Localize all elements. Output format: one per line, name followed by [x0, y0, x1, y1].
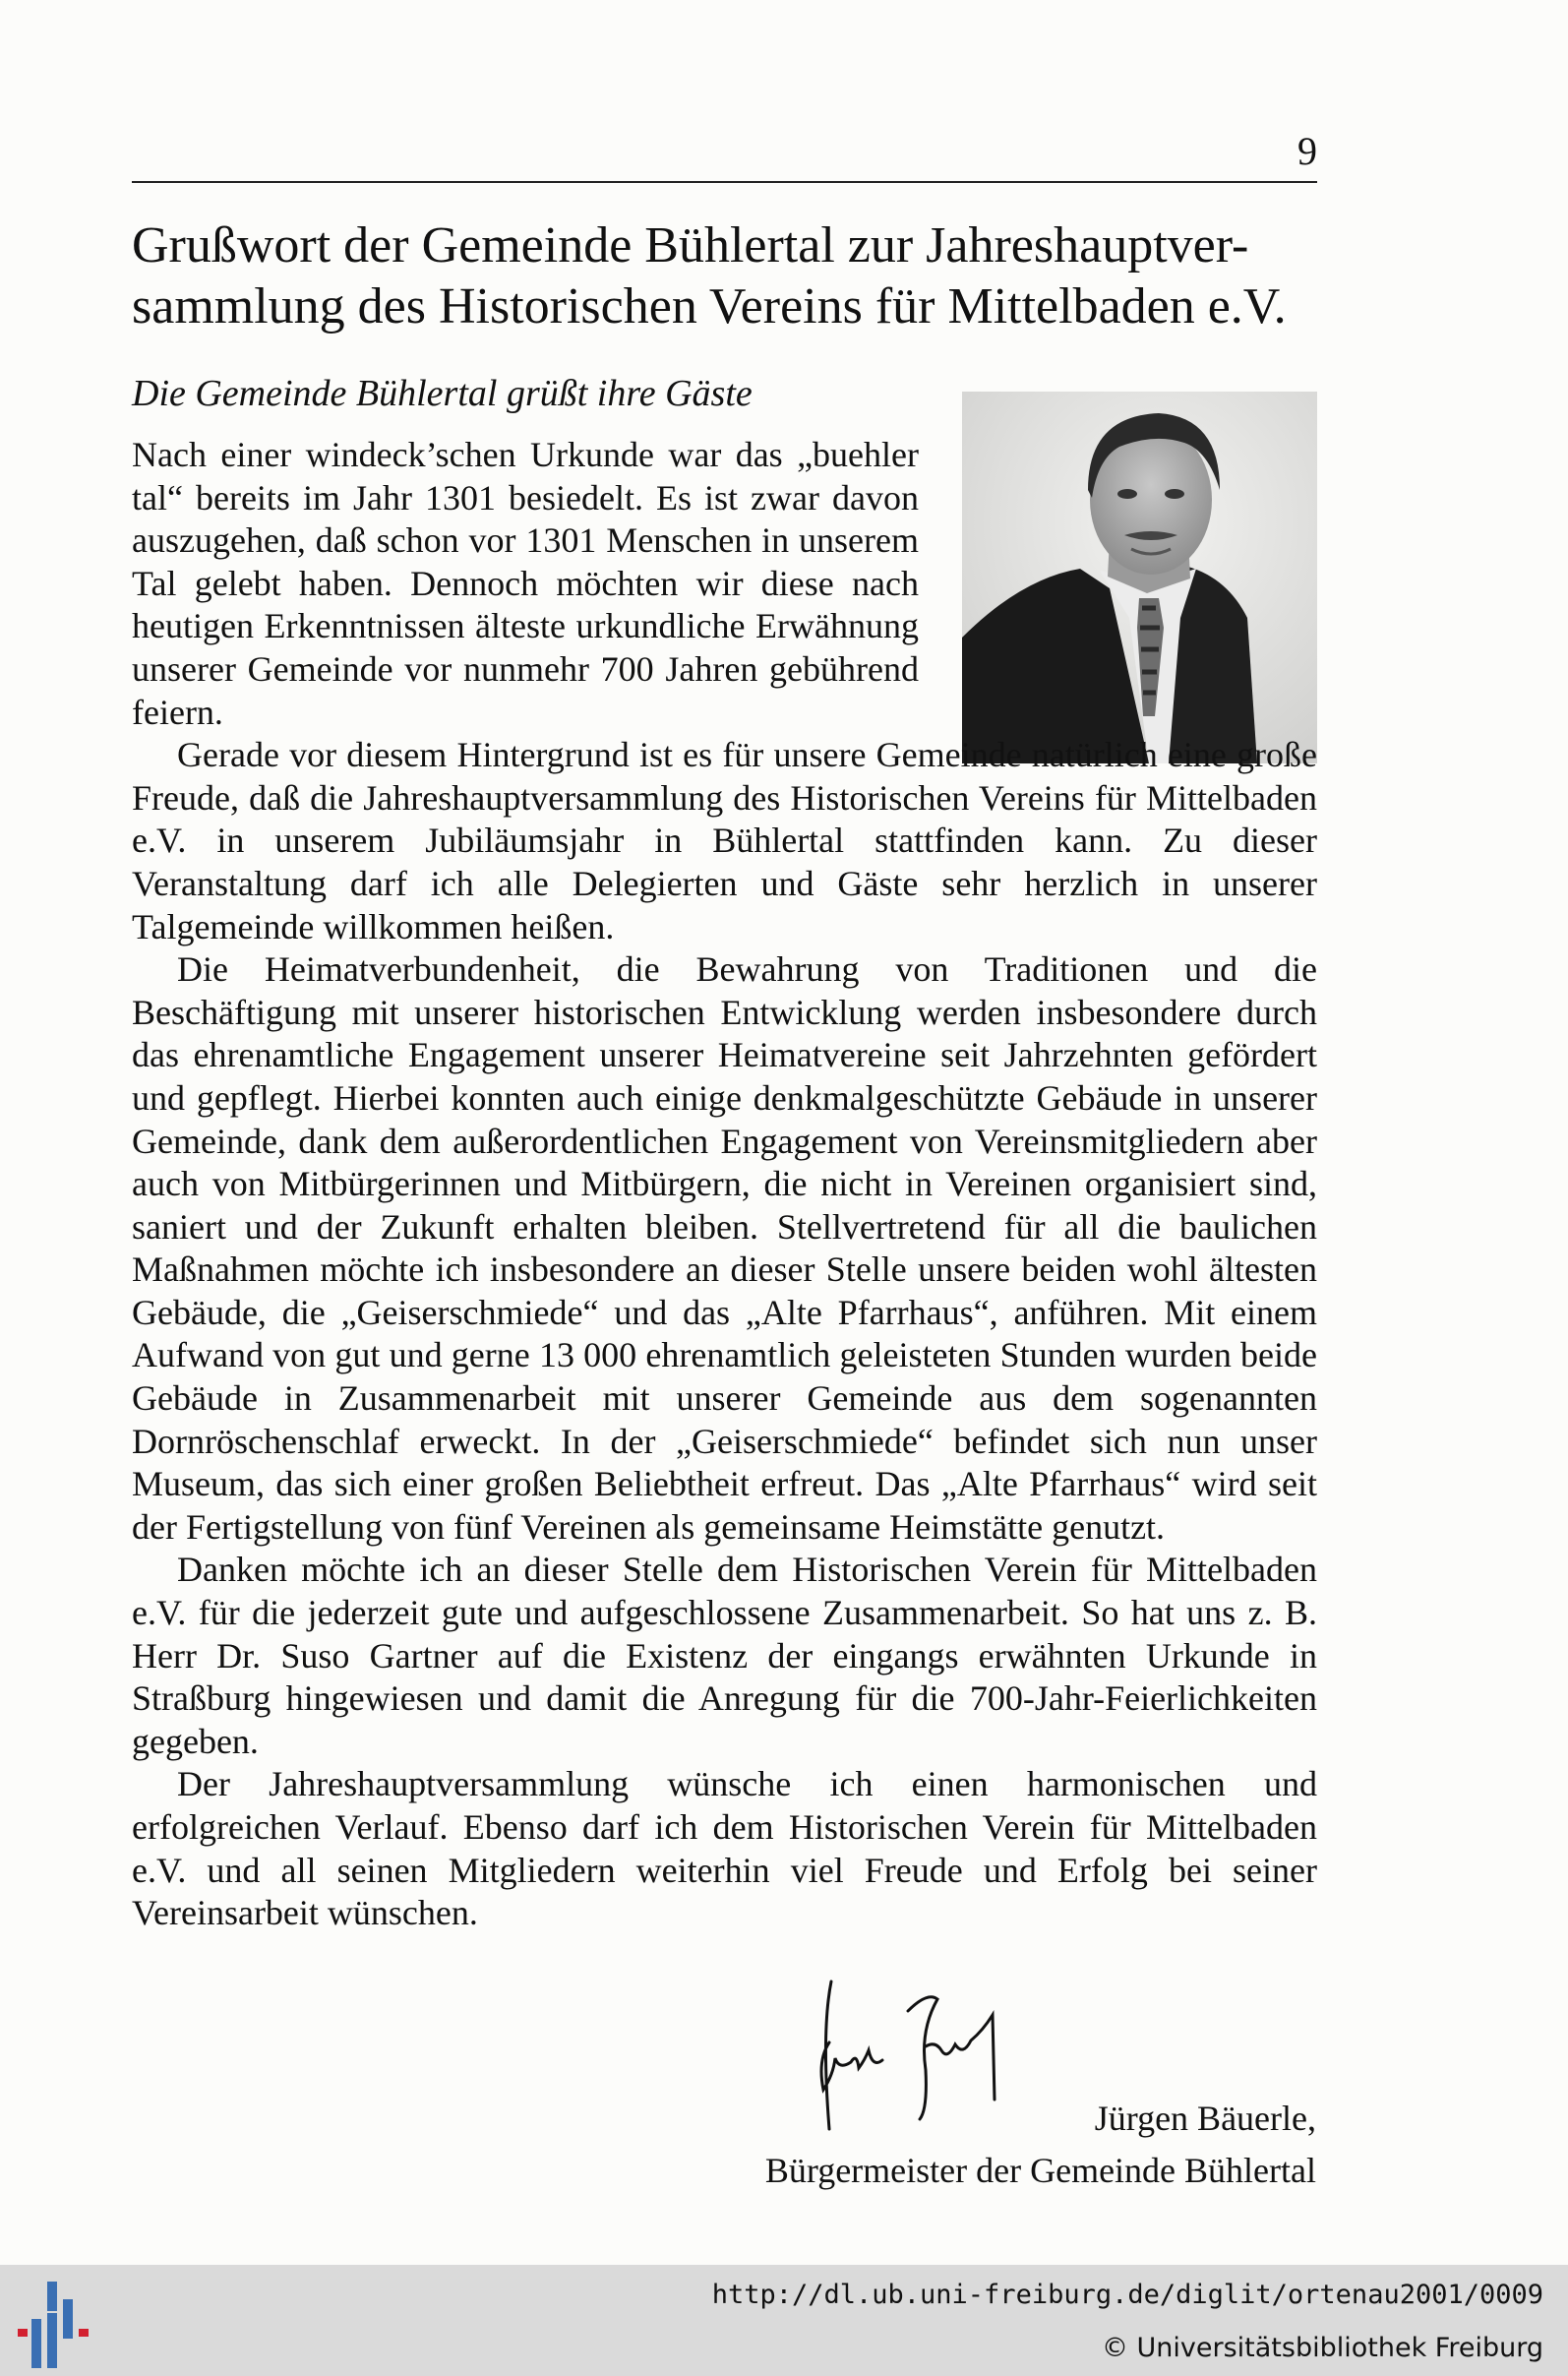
signature-role: Bürgermeister der Gemeinde Bühlertal	[764, 2151, 1316, 2190]
header-rule	[132, 181, 1317, 183]
page-number: 9	[1297, 129, 1317, 173]
footer-copyright: © Universitätsbibliothek Freiburg	[1101, 2333, 1543, 2363]
paragraph-3: Die Heimatverbundenheit, die Bewahrung von Traditionen und die Beschäftigung mit unserer historischen Entwicklung werden insbesondere durch das ehrenamtliche Engagement unserer Heimatvereine seit Jahrzehnten gefördert und gepflegt. Hierbei konnten auch einige denkmalgeschützte Gebäude in unserer Gemeinde, dank dem außerordentlichen Engagement von Vereinsmitgliedern aber auch von Mitbürgerinnen und Mitbürgern, die nicht in Vereinen organisiert sind, saniert und der Zukunft erhalten bleiben. Stellvertretend für all die baulichen Maßnahmen möchte ich insbesondere an dieser Stelle unsere beiden wohl ältesten Gebäude, die „Geiserschmiede“ und das „Alte Pfarrhaus“, anführen. Mit einem Aufwand von gut und gerne 13 000 ehrenamtlich geleisteten Stunden wurden beide Gebäude in Zusammenarbeit mit unserer Gemeinde aus dem sogenannten Dornröschenschlaf erweckt. In der „Geiserschmiede“ befindet sich nun unser Museum, das sich einer großen Beliebtheit erfreut. Das „Alte Pfarrhaus“ wird seit der Fertigstellung von fünf Vereinen als gemeinsame Heimstätte genutzt.	[132, 949, 1317, 1547]
page-title-line-1: Grußwort der Gemeinde Bühlertal zur Jahreshauptver-	[132, 217, 1249, 274]
article-body	[132, 434, 1317, 1935]
paragraph-5: Der Jahreshauptversammlung wünsche ich einen harmonischen und erfolgreichen Verlauf. Ebenso darf ich dem Historischen Verein für Mittelbaden e.V. und all seinen Mitgliedern weiterhin viel Freude und Erfolg bei seiner Vereinsarbeit wünschen.	[132, 1764, 1317, 1933]
handwritten-signature	[810, 1972, 1046, 2141]
signature-name: Jürgen Bäuerle,	[1094, 2099, 1316, 2138]
subtitle: Die Gemeinde Bühlertal grüßt ihre Gäste	[132, 373, 753, 414]
paragraph-2: Gerade vor diesem Hintergrund ist es für unsere Gemeinde natürlich eine große Freude, daß die Jahreshauptversammlung des Historischen Vereins für Mittelbaden e.V. in unserem Jubiläumsjahr in Bühlertal stattfinden kann. Zu dieser Veranstaltung darf ich alle Delegierten und Gäste sehr herzlich in unserer Talgemeinde willkommen heißen.	[132, 735, 1317, 946]
footer-bar	[0, 2265, 1568, 2376]
signature-icon	[810, 1972, 1046, 2141]
page-title	[132, 215, 1322, 337]
page-title-line-2: sammlung des Historischen Vereins für Mittelbaden e.V.	[132, 278, 1287, 335]
footer-url-link[interactable]: http://dl.ub.uni-freiburg.de/diglit/ortenau2001/0009	[711, 2280, 1543, 2310]
paragraph-1: Nach einer windeck’schen Urkunde war das „buehler tal“ bereits im Jahr 1301 besiedelt. Es ist zwar davon auszugehen, daß schon vor 1301 Menschen in unserem Tal gelebt haben. Dennoch möchten wir diese nach heutigen Erkenntnissen älteste urkundliche Erwähnung unserer Gemeinde vor nunmehr 700 Jahren gebührend feiern.	[132, 435, 919, 732]
paragraph-4: Danken möchte ich an dieser Stelle dem Historischen Verein für Mittelbaden e.V. für die jederzeit gute und aufgeschlossene Zusammenarbeit. So hat uns z. B. Herr Dr. Suso Gartner auf die Existenz der eingangs erwähnten Urkunde in Straßburg hingewiesen und damit die Anregung für die 700-Jahr-Feierlichkeiten gegeben.	[132, 1550, 1317, 1761]
ub-freiburg-logo-icon	[18, 2280, 96, 2370]
